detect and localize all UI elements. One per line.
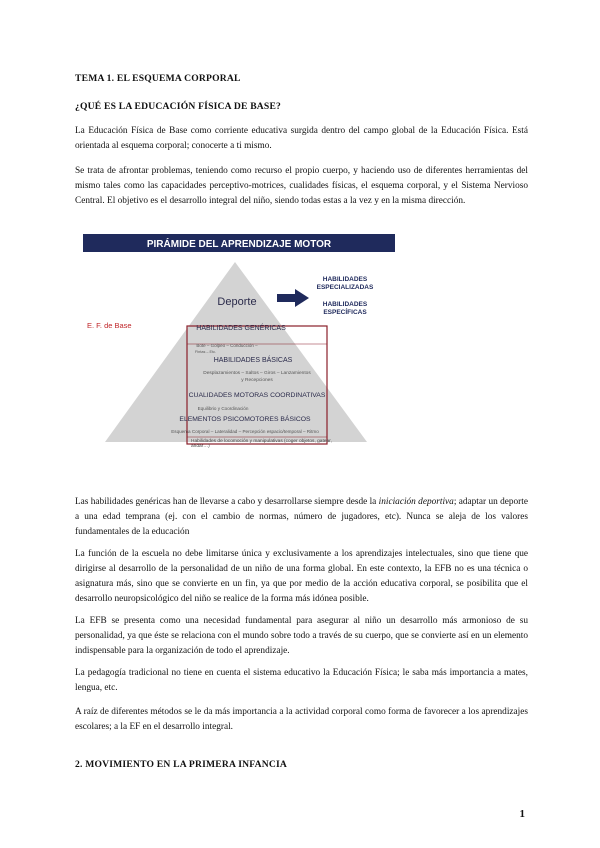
paragraph-6 — [75, 666, 528, 696]
level-basicas-sub1: Desplazamientos – Saltos – Giros – Lanzamientos — [203, 371, 311, 376]
right-label-2a: HABILIDADES — [322, 301, 368, 308]
level-elementos-sub: Esquema Corporal – Lateralidad – Percepción espacio/temporal – Ritmo — [171, 429, 319, 434]
paragraph-7 — [75, 705, 528, 735]
right-label-2b: ESPECÍFICAS — [323, 309, 367, 316]
paragraph-3-emphasis: iniciación deportiva — [378, 497, 454, 507]
page-number: 1 — [519, 808, 525, 820]
paragraph-5 — [75, 614, 528, 659]
paragraph-3 — [75, 495, 528, 540]
paragraph-2-text: Se trata de afrontar problemas, teniendo como recurso el propio cuerpo, y haciendo uso de diferentes herramientas del mismo tales como las capacidades perceptivo-motrices, cualidades físicas, el esquema corporal, y el Sistema Nervioso Central. El objetivo es el desarrollo integral del niño, siendo todas estas a la vez y en la misma dirección. — [75, 166, 528, 206]
level-elementos: ELEMENTOS PSICOMOTORES BÁSICOS — [179, 416, 311, 423]
level-basicas: HABILIDADES BÁSICAS — [213, 357, 293, 364]
paragraph-1-text: La Educación Física de Base como corriente educativa surgida dentro del campo global de la Educación Física. Está orientada al esquema corporal; conocerte a ti mismo. — [75, 126, 528, 151]
pyramid-figure — [75, 234, 395, 448]
level-genericas-sub: Bote – Golpeo – Conducción – — [196, 343, 258, 348]
paragraph-7-text: A raíz de diferentes métodos se le da más importancia a la actividad corporal como forma de favorecer a los aprendizajes escolares; a la EF en el desarrollo integral. — [75, 707, 528, 732]
paragraph-2 — [75, 164, 528, 209]
level-base-2: andar…) — [191, 444, 210, 448]
level-cualidades: CUALIDADES MOTORAS COORDINATIVAS — [188, 392, 326, 399]
paragraph-4-text: La función de la escuela no debe limitarse única y exclusivamente a los aprendizajes intelectuales, sino que tiene que dirigirse al desarrollo de la personalidad de un niño de una forma global. En este contexto, la EFB no es una técnica o asignatura más, sino que se convierte en un fin, ya que por medio de la acción educativa corporal, se posibilita que el desarrollo neuropsicológico del niño se realice de la forma más idónea posible. — [75, 549, 528, 604]
banner-title: PIRÁMIDE DEL APRENDIZAJE MOTOR — [146, 239, 332, 250]
side-label: E. F. de Base — [87, 321, 132, 330]
paragraph-3-text — [75, 495, 528, 540]
right-label-1a: HABILIDADES — [322, 276, 368, 283]
level-genericas: HABILIDADES GENÉRICAS — [196, 325, 286, 332]
apex-label: Deporte — [217, 296, 257, 308]
paragraph-1 — [75, 124, 528, 154]
paragraph-4 — [75, 547, 528, 607]
level-basicas-sub2: y Recepciones — [241, 378, 273, 383]
section-2-title: 2. MOVIMIENTO EN LA PRIMERA INFANCIA — [75, 759, 288, 770]
question-title: ¿QUÉ ES LA EDUCACIÓN FÍSICA DE BASE? — [75, 101, 282, 112]
section-title: TEMA 1. EL ESQUEMA CORPORAL — [75, 73, 241, 84]
right-label-1b: ESPECIALIZADAS — [316, 284, 374, 291]
level-elementos-pre: Equilibrio y Coordinación — [197, 406, 249, 411]
paragraph-3-end: ; adaptar un deporte a una edad temprana (ej. con el cambio de normas, número de jugadores, etc). Nunca se aleja de los valores fundamentales de la educación — [75, 497, 528, 537]
paragraph-3-start: Las habilidades genéricas han de llevarse a cabo y desarrollarse siempre desde la — [75, 497, 379, 507]
paragraph-6-text: La pedagogía tradicional no tiene en cuenta el sistema educativo la Educación Física; le saba más importancia a mates, lengua, etc. — [75, 668, 528, 693]
level-genericas-sub2: Fintas – Etc. — [195, 350, 217, 354]
level-base-1: Habilidades de locomoción y manipulativas (coger objetos, gatear, — [191, 439, 332, 444]
paragraph-5-text: La EFB se presenta como una necesidad fundamental para asegurar al niño un desarrollo más armonioso de su personalidad, ya que éste se relaciona con el mundo sobre todo a través de su cuerpo, que se convierte así en un elemento indispensable para la organización de todo el aprendizaje. — [75, 616, 528, 656]
